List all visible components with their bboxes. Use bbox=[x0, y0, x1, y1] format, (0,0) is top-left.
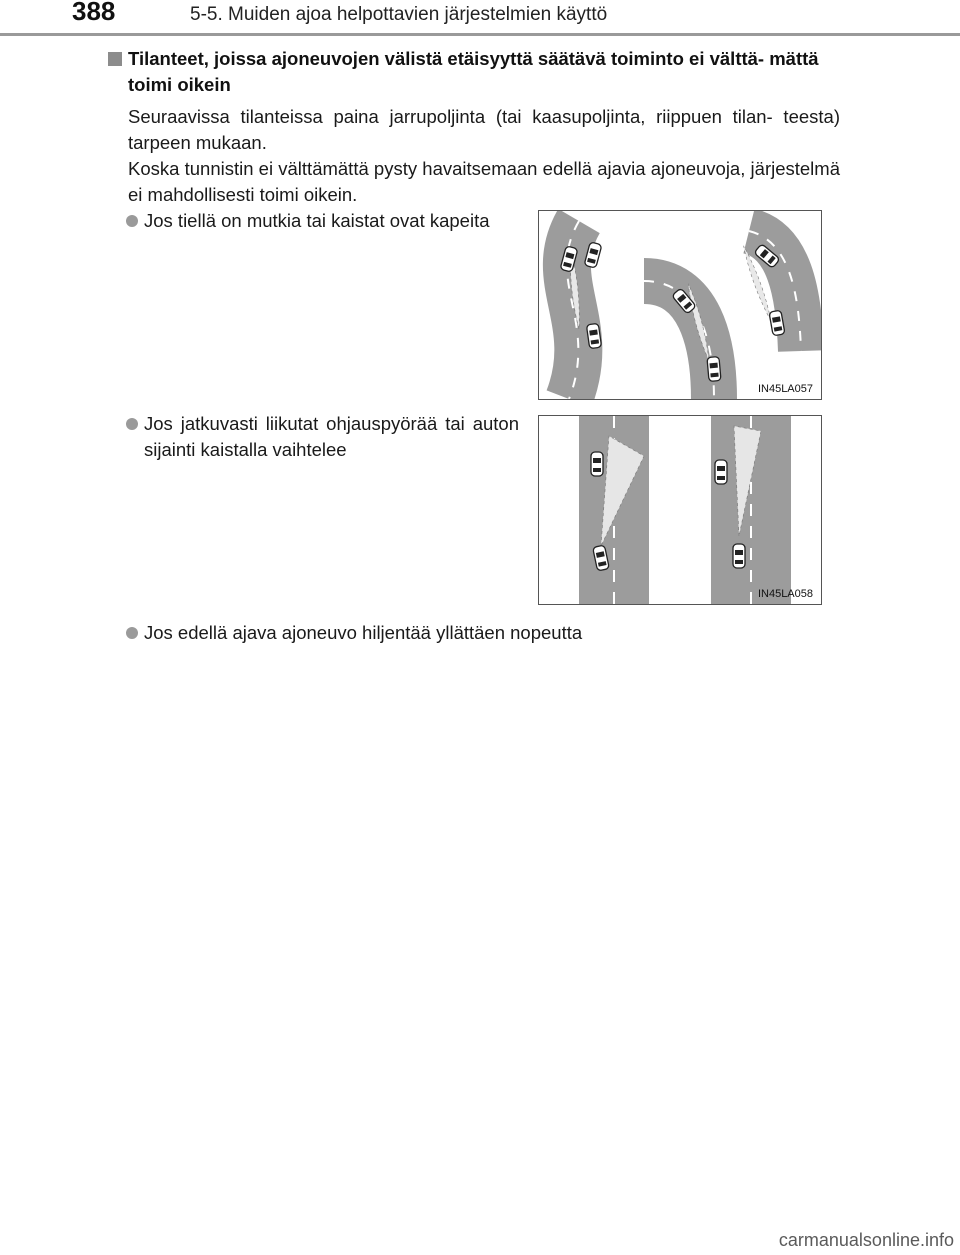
bullet-dot-icon bbox=[126, 627, 138, 639]
header-rule bbox=[0, 33, 960, 36]
figure-straight-roads bbox=[538, 415, 822, 605]
figure-curved-roads bbox=[538, 210, 822, 400]
section-heading bbox=[108, 46, 848, 98]
bullet-text: Jos jatkuvasti liikutat ohjauspyörää tai auton sijainti kaistalla vaihtelee bbox=[144, 413, 519, 460]
bullet-dot-icon bbox=[126, 215, 138, 227]
chapter-title: 5-5. Muiden ajoa helpottavien järjestelmien käyttö bbox=[190, 4, 608, 25]
bullet-item bbox=[126, 208, 519, 234]
bullet-dot-icon bbox=[126, 418, 138, 430]
figure-id: IN45LA057 bbox=[757, 383, 813, 395]
section bbox=[108, 46, 848, 208]
paragraph-1: Seuraavissa tilanteissa paina jarrupoljinta (tai kaasupoljinta, riippuen tilan- teesta) tarpeen mukaan. bbox=[128, 106, 840, 153]
bullet-item bbox=[126, 411, 519, 463]
page-number: 388 bbox=[72, 0, 116, 26]
watermark: carmanualsonline.info bbox=[778, 1230, 954, 1250]
bullet-text: Jos tiellä on mutkia tai kaistat ovat kapeita bbox=[144, 210, 490, 231]
bullet-text: Jos edellä ajava ajoneuvo hiljentää yllättäen nopeutta bbox=[144, 622, 583, 643]
square-bullet-icon bbox=[108, 52, 122, 66]
straight-roads-illustration bbox=[539, 416, 821, 604]
figure-id: IN45LA058 bbox=[757, 588, 813, 600]
curved-roads-illustration bbox=[539, 211, 821, 399]
section-title: Tilanteet, joissa ajoneuvojen välistä etäisyyttä säätävä toiminto ei välttä- mättä toimi oikein bbox=[128, 48, 819, 95]
bullet-item bbox=[126, 620, 846, 646]
paragraph-2: Koska tunnistin ei välttämättä pysty havaitsemaan edellä ajavia ajoneuvoja, järjestelmä ei mahdollisesti toimi oikein. bbox=[128, 158, 840, 205]
